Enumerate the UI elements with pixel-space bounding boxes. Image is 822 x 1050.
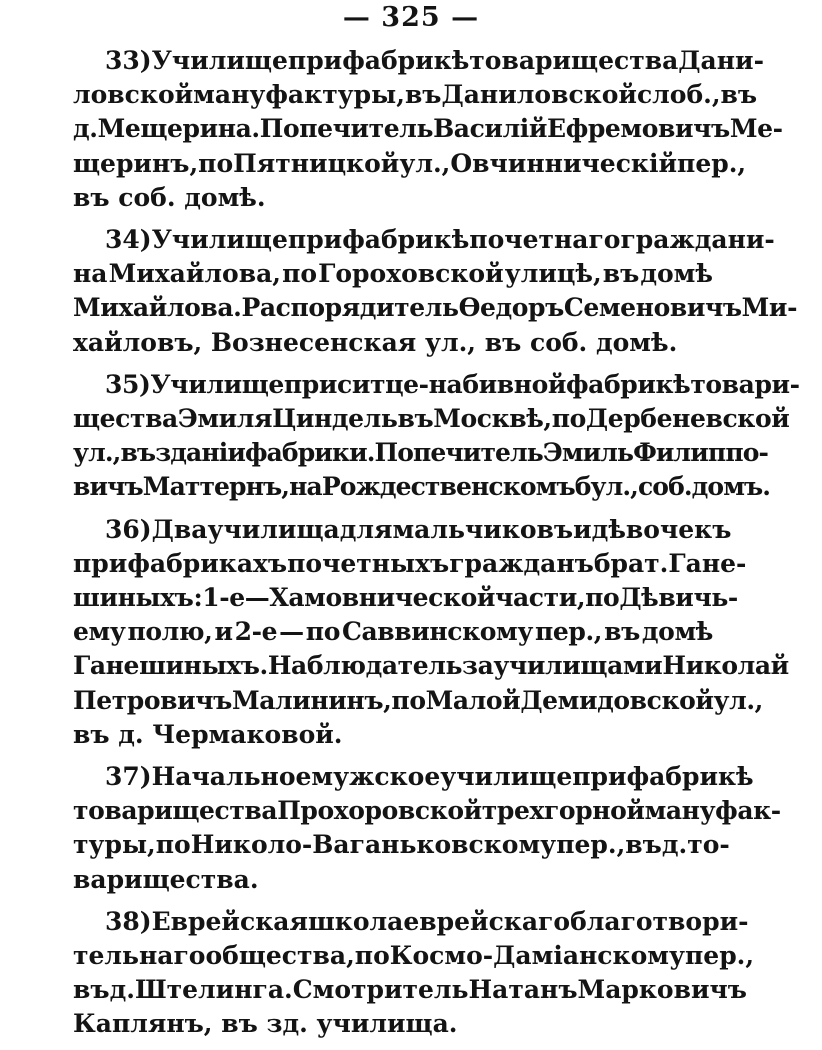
text-line: 36) Два училища для мальчиковъ и дѣвочекъ — [105, 514, 732, 544]
text-line: 37) Начальное мужское училище при фабрикѣ — [105, 762, 754, 792]
text-line: Ганешиныхъ. Наблюдатель за училищами Николай — [73, 651, 789, 681]
text-line: д. Мещерина. Попечитель Василій Ефремовичъ Ме- — [73, 114, 783, 144]
text-line: Петровичъ Малининъ, по Малой Демидовской ул., — [73, 685, 763, 715]
text-line: Михайлова. Распорядитель Өедоръ Семеновичъ Ми- — [73, 293, 798, 323]
text-line: щеринъ, по Пятницкой ул., Овчинническій пер., — [73, 148, 747, 178]
text-line: въ д. Чермаковой. — [73, 719, 343, 749]
entry-38 — [73, 905, 755, 1042]
text-line: Каплянъ, въ зд. училища. — [73, 1009, 458, 1039]
text-line: варищества. — [73, 864, 259, 894]
text-line: ему полю, и 2-е — по Саввинскому пер., въ домѣ — [73, 617, 713, 647]
text-line: ул., въ зданіи фабрики. Попечитель Эмиль Филиппо- — [73, 438, 768, 468]
text-line: вичъ Маттернъ, на Рождественскомъ бул., соб. домъ. — [73, 472, 771, 502]
entry-36 — [73, 513, 789, 752]
page-number: — 325 — — [342, 2, 480, 33]
text-line: въ д. Штелинга. Смотритель Натанъ Марковичъ — [73, 975, 747, 1005]
entry-33 — [73, 44, 783, 215]
text-line: 35) Училище при ситце-набивной фабрикѣ товари- — [105, 369, 800, 399]
text-line: тельнаго общества, по Космо-Даміанскому пер., — [73, 941, 755, 971]
text-line: ловской мануфактуры, въ Даниловской слоб., въ — [73, 80, 758, 110]
text-line: шиныхъ: 1-е — Хамовнической части, по Дѣвичь- — [73, 583, 738, 613]
entry-35 — [73, 368, 800, 505]
text-line: хайловъ, Вознесенская ул., въ соб. домѣ. — [73, 327, 678, 357]
document-body — [73, 44, 800, 1050]
entry-34 — [73, 223, 798, 360]
entry-37 — [73, 760, 781, 897]
text-line: 34) Училище при фабрикѣ почетнаго граждани- — [105, 225, 775, 255]
text-line: 33) Училище при фабрикѣ товарищества Дани- — [105, 46, 764, 75]
text-line: щества Эмиля Циндель въ Москвѣ, по Дербеневской — [73, 404, 790, 434]
text-line: въ соб. домѣ. — [73, 182, 266, 212]
text-line: на Михайлова, по Гороховской улицѣ, въ домѣ — [73, 259, 713, 289]
text-line: товарищества Прохоровской трехгорной мануфак- — [73, 796, 781, 826]
text-line: туры, по Николо-Ваганьковскому пер., въ д. то- — [73, 830, 730, 860]
text-line: 38) Еврейская школа еврейскаго благотвори- — [105, 906, 749, 936]
text-line: при фабрикахъ почетныхъ гражданъ брат. Гане- — [73, 548, 747, 578]
